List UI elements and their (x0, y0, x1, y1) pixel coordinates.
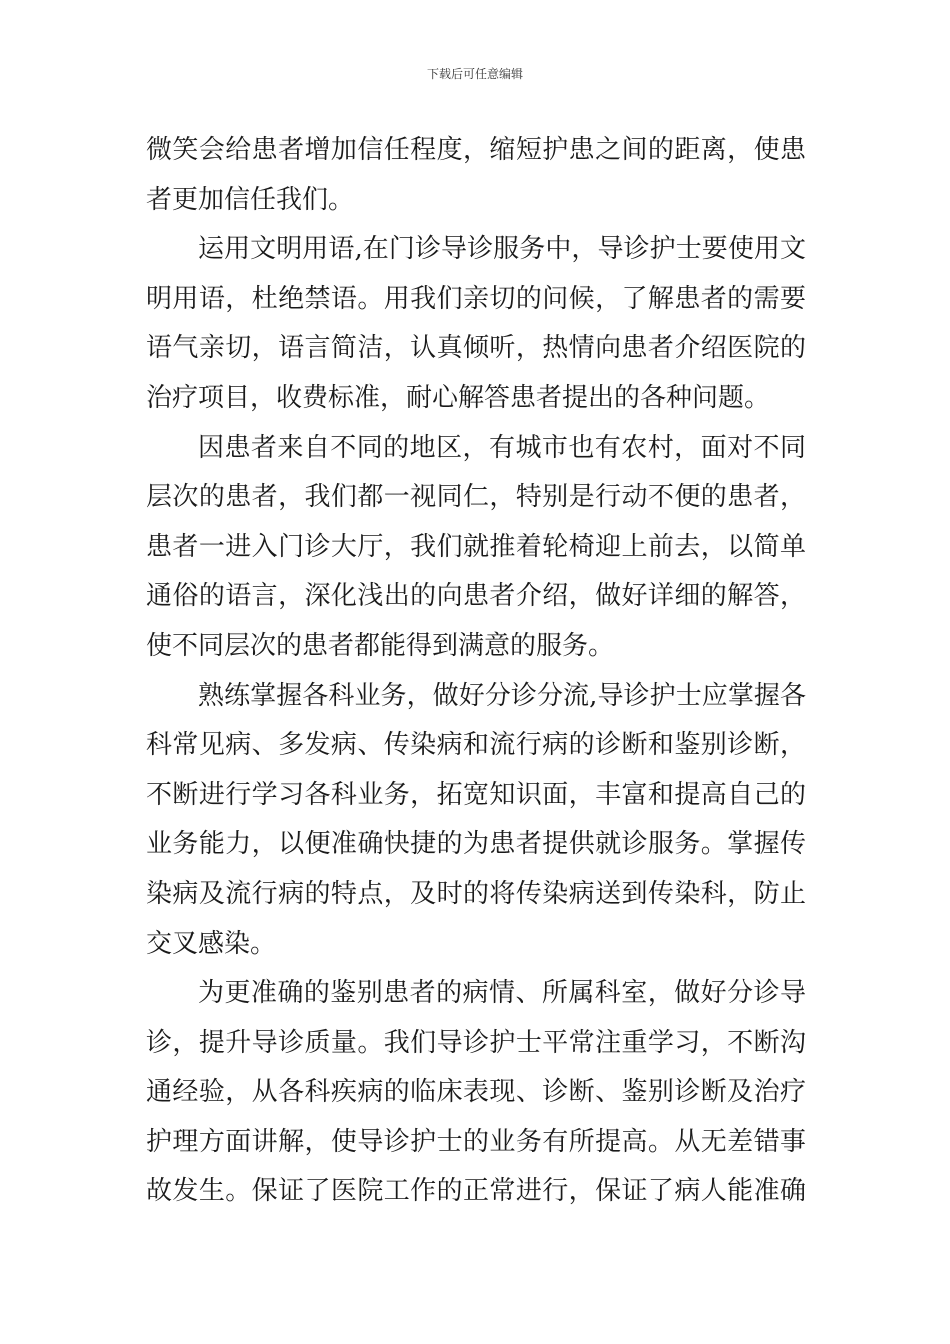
text-line: 熟练掌握各科业务，做好分诊分流,导诊护士应掌握各 (198, 680, 806, 711)
text-line: 故发生。保证了医院工作的正常进行，保证了病人能准确 (146, 1176, 806, 1207)
page-header-note: 下载后可任意编辑 (426, 67, 523, 81)
text-line: 层次的患者，我们都一视同仁，特别是行动不便的患者， (146, 482, 806, 513)
text-line: 诊，提升导诊质量。我们导诊护士平常注重学习，不断沟 (146, 1027, 806, 1058)
text-line: 护理方面讲解，使导诊护士的业务有所提高。从无差错事 (146, 1126, 806, 1157)
paragraph (146, 424, 806, 672)
text-line: 通经验，从各科疾病的临床表现、诊断、鉴别诊断及治疗 (146, 1077, 806, 1108)
text-line: 明用语，杜绝禁语。用我们亲切的问候，了解患者的需要 (146, 283, 806, 314)
text-line: 科常见病、多发病、传染病和流行病的诊断和鉴别诊断， (146, 730, 806, 761)
text-line: 微笑会给患者增加信任程度，缩短护患之间的距离，使患 (146, 135, 806, 165)
paragraph (146, 672, 806, 970)
text-line: 交叉感染。 (146, 928, 277, 959)
text-line: 患者一进入门诊大厅，我们就推着轮椅迎上前去，以简单 (146, 531, 806, 562)
text-line: 使不同层次的患者都能得到满意的服务。 (146, 630, 615, 661)
text-line: 运用文明用语,在门诊导诊服务中，导诊护士要使用文 (198, 234, 806, 265)
text-line: 治疗项目，收费标准，耐心解答患者提出的各种问题。 (146, 382, 771, 413)
text-line: 语气亲切，语言简洁，认真倾听，热情向患者介绍医院的 (146, 333, 806, 364)
text-line: 染病及流行病的特点，及时的将传染病送到传染科，防止 (146, 878, 806, 909)
text-line: 为更准确的鉴别患者的病情、所属科室，做好分诊导 (198, 978, 806, 1009)
document-body (146, 126, 806, 1217)
paragraph (146, 969, 806, 1217)
text-line: 不断进行学习各科业务，拓宽知识面，丰富和提高自己的 (146, 779, 806, 810)
text-line: 因患者来自不同的地区，有城市也有农村，面对不同 (198, 432, 806, 463)
paragraph (146, 126, 806, 225)
text-line: 通俗的语言，深化浅出的向患者介绍，做好详细的解答， (146, 581, 806, 612)
text-line: 者更加信任我们。 (146, 184, 355, 215)
paragraph (146, 225, 806, 423)
text-line: 业务能力，以便准确快捷的为患者提供就诊服务。掌握传 (146, 829, 806, 860)
